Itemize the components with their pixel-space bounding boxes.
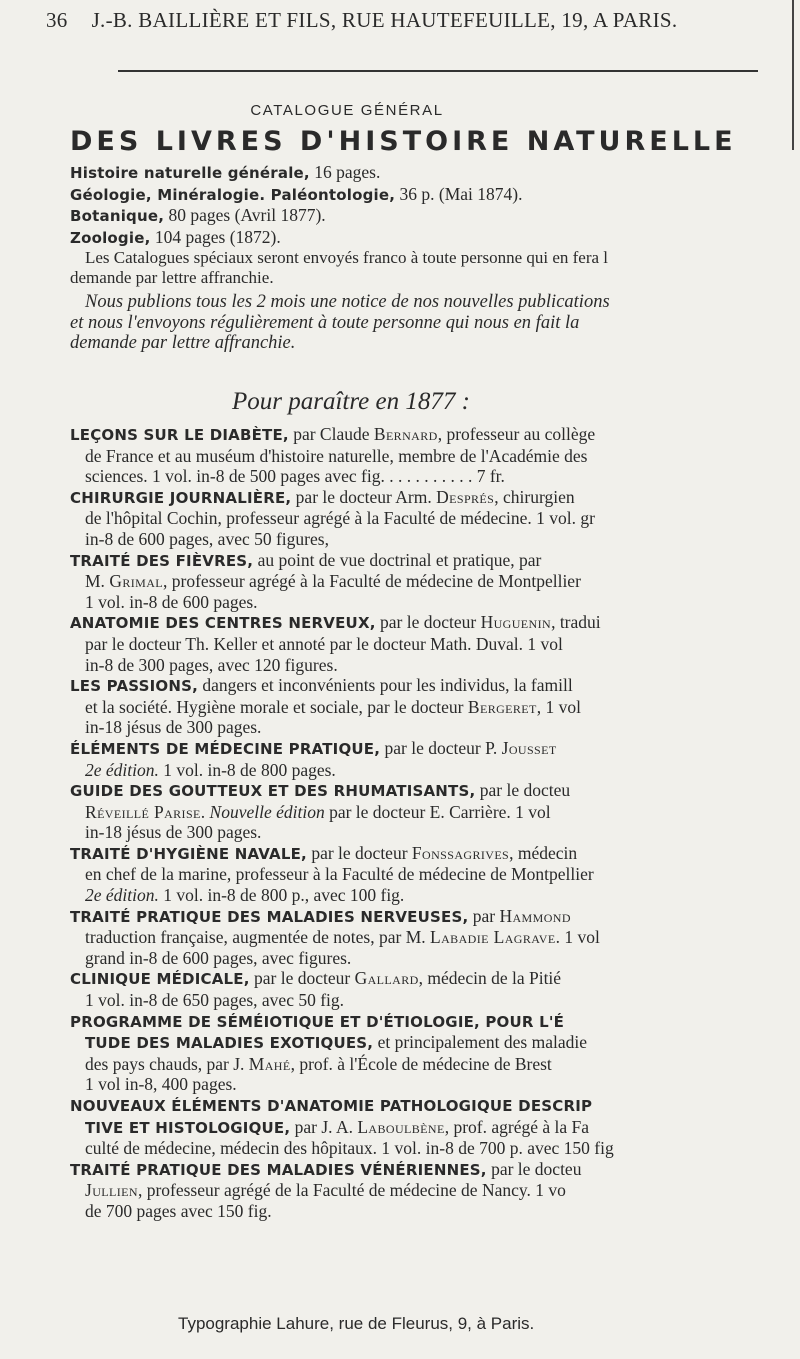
page-number: 36 (46, 8, 68, 32)
entry-line (70, 571, 790, 592)
entry-line (70, 780, 790, 802)
entry-line (70, 760, 790, 781)
entry-line (70, 424, 790, 446)
entry-text: in-18 jésus de 300 pages. (85, 717, 262, 738)
book-title: TIVE ET HISTOLOGIQUE, (85, 1118, 291, 1137)
entry-text: 1 vol. in-8 de 800 pages. (158, 759, 336, 780)
book-title: TRAITÉ D'HYGIÈNE NAVALE, (70, 844, 307, 863)
entry-text: de l'hôpital Cochin, professeur agrégé à la Faculté de médecine. 1 vol. gr (85, 508, 595, 529)
running-title: J.-B. BAILLIÈRE ET FILS, RUE HAUTEFEUILLE, 19, A PARIS. (91, 8, 678, 32)
catalog-item (70, 227, 790, 249)
book-entry (70, 906, 790, 969)
entry-line (70, 1074, 790, 1095)
book-entry (70, 487, 790, 550)
book-title: CHIRURGIE JOURNALIÈRE, (70, 488, 292, 507)
entry-text: par le docteur Arm. (291, 486, 437, 507)
entry-text: par le docteur Th. Keller et annoté par le docteur Math. Duval. 1 vol (85, 633, 563, 654)
entry-text: au point de vue doctrinal et pratique, par (253, 549, 542, 570)
entry-line (70, 592, 790, 613)
author-name: Fonssagrives (411, 842, 510, 863)
entry-text: par (468, 905, 500, 926)
author-name: Mahé (248, 1053, 291, 1074)
author-name: Hammond (499, 905, 571, 926)
author-name: Gallard (354, 968, 419, 989)
entry-text: par le docteur P. (380, 737, 502, 758)
entry-line (70, 927, 790, 948)
printer-imprint: Typographie Lahure, rue de Fleurus, 9, à Paris. (178, 1314, 535, 1333)
book-title: TRAITÉ DES FIÈVRES, (70, 551, 254, 570)
edition-note: Nouvelle édition (209, 801, 325, 822)
entry-line (70, 864, 790, 885)
entry-text: et la société. Hygiène morale et sociale, par le docteur (85, 696, 468, 717)
entry-text: M. (85, 571, 110, 592)
catalog-item-detail: 36 p. (Mai 1874). (395, 183, 523, 204)
entry-line (70, 1117, 790, 1139)
entry-text: , médecin (509, 842, 578, 863)
entry-line (70, 1138, 790, 1159)
entry-text: traduction française, augmentée de notes, par M. (85, 927, 431, 948)
entry-line (70, 1011, 790, 1033)
author-name: Huguenin (480, 612, 552, 633)
author-name: Réveillé Parise (85, 801, 201, 822)
entry-text: in-8 de 600 pages, avec 50 figures, (85, 528, 329, 549)
book-entry (70, 675, 790, 738)
catalog-item (70, 162, 790, 184)
catalog-item-title: Géologie, Minéralogie. Paléontologie, (70, 185, 396, 204)
entry-line (70, 990, 790, 1011)
running-header (46, 8, 776, 33)
notice-italic-line: Nous publions tous les 2 mois une notice de nos nouvelles publications (85, 292, 610, 312)
book-title: PROGRAMME DE SÉMÉIOTIQUE ET D'ÉTIOLOGIE, POUR L'É (70, 1012, 565, 1031)
book-entry (70, 968, 790, 1010)
entry-text: , professeur agrégé à la Faculté de médecine de Montpellier (163, 571, 581, 592)
catalog-item (70, 184, 790, 206)
entry-line (70, 550, 790, 572)
author-name: Labadie Lagrave (430, 927, 556, 948)
book-title: TRAITÉ PRATIQUE DES MALADIES NERVEUSES, (70, 907, 469, 926)
edition-note: 2e édition. (85, 759, 159, 780)
notice-italic-line: et nous l'envoyons régulièrement à toute personne qui nous en fait la (70, 312, 580, 333)
entry-line (70, 466, 790, 487)
book-entry (70, 424, 790, 487)
book-title: CLINIQUE MÉDICALE, (70, 970, 250, 989)
entry-text: par le docteur (249, 968, 355, 989)
notice-line: Les Catalogues spéciaux seront envoyés franco à toute personne qui en fera l (85, 248, 609, 267)
entry-text: , médecin de la Pitié (418, 968, 562, 989)
entry-text: de 700 pages avec 150 fig. (85, 1200, 272, 1221)
entry-text: . (200, 801, 210, 822)
entry-text: sciences. 1 vol. in-8 de 500 pages avec fig. . . . . . . . . . . 7 fr. (85, 466, 505, 487)
entry-line (70, 885, 790, 906)
entry-text: , prof. agrégé à la Fa (444, 1116, 590, 1137)
entry-text: culté de médecine, médecin des hôpitaux. 1 vol. in-8 de 700 p. avec 150 fig (85, 1138, 614, 1159)
catalog-label: CATALOGUE GÉNÉRAL (250, 102, 444, 119)
catalog-item-detail: 16 pages. (309, 162, 381, 182)
entry-line (70, 738, 790, 760)
catalog-item-title: Histoire naturelle générale, (70, 164, 310, 182)
book-entry (70, 1095, 790, 1159)
entry-line (70, 1180, 790, 1201)
entry-line (70, 843, 790, 865)
book-title: TUDE DES MALADIES EXOTIQUES, (85, 1034, 374, 1053)
entry-line (70, 1201, 790, 1222)
entry-text: . 1 vol (555, 927, 600, 948)
entry-text: grand in-8 de 600 pages, avec figures. (85, 947, 352, 968)
entry-text: et principalement des maladie (373, 1032, 587, 1053)
author-name: Laboulbène (357, 1116, 445, 1137)
entry-line (70, 508, 790, 529)
entry-text: 1 vol. in-8 de 650 pages, avec 50 fig. (85, 990, 345, 1011)
publication-notice (70, 292, 790, 354)
book-entry (70, 843, 790, 906)
entry-text: par le docteur E. Carrière. 1 vol (324, 801, 551, 822)
entry-text: , professeur au collège (437, 424, 596, 444)
entry-line (70, 968, 790, 990)
book-entry (70, 1159, 790, 1222)
catalogue-notice (70, 248, 790, 288)
book-entry (70, 1011, 790, 1095)
entry-line (70, 446, 790, 467)
entry-text: , chirurgien (494, 486, 575, 507)
author-name: Jullien (85, 1180, 138, 1201)
entry-text: dangers et inconvénients pour les individus, la famill (197, 675, 573, 696)
entry-text: par le docteu (475, 780, 571, 801)
entry-line (70, 948, 790, 969)
catalog-item-title: Zoologie, (70, 228, 151, 247)
entry-line (70, 1095, 790, 1117)
book-title: ANATOMIE DES CENTRES NERVEUX, (70, 614, 376, 633)
edition-note: 2e édition. (85, 885, 159, 906)
book-entry (70, 612, 790, 675)
entry-text: 1 vol. in-8 de 800 p., avec 100 fig. (158, 885, 405, 906)
entry-text: par le docteu (486, 1158, 582, 1179)
entry-text: de France et au muséum d'histoire naturelle, membre de l'Académie des (85, 445, 588, 466)
author-name: Bernard (373, 424, 438, 444)
book-entry (70, 738, 790, 780)
entry-text: des pays chauds, par J. (85, 1053, 249, 1074)
book-entry (70, 550, 790, 613)
entry-text: 1 vol in-8, 400 pages. (85, 1074, 237, 1095)
author-name: Grimal (109, 571, 164, 592)
book-entry (70, 780, 790, 843)
entry-text: en chef de la marine, professeur à la Faculté de médecine de Montpellier (85, 864, 594, 885)
catalog-item-detail: 80 pages (Avril 1877). (164, 205, 326, 226)
author-name: Bergeret (467, 696, 537, 717)
author-name: Jousset (501, 737, 557, 758)
entry-text: , professeur agrégé de la Faculté de médecine de Nancy. 1 vo (137, 1180, 566, 1201)
entry-text: , 1 vol (536, 696, 582, 717)
entry-text: in-8 de 300 pages, avec 120 figures. (85, 654, 338, 675)
entry-line (70, 1159, 790, 1181)
book-title: NOUVEAUX ÉLÉMENTS D'ANATOMIE PATHOLOGIQUE DESCRIP (70, 1097, 593, 1115)
catalog-item-title: Botanique, (70, 207, 165, 226)
entry-line (70, 717, 790, 738)
entry-line (70, 1032, 790, 1054)
entry-text: in-18 jésus de 300 pages. (85, 822, 262, 843)
catalog-item (70, 205, 790, 227)
entry-text: par J. A. (290, 1116, 358, 1137)
catalog-list (70, 162, 790, 248)
entry-line (70, 697, 790, 718)
book-title: LES PASSIONS, (70, 677, 198, 696)
notice-line: demande par lettre affranchie. (70, 268, 274, 287)
main-title: DES LIVRES D'HISTOIRE NATURELLE (70, 126, 737, 157)
book-title: LEÇONS SUR LE DIABÈTE, (70, 426, 289, 444)
entry-line (70, 822, 790, 843)
book-title: ÉLÉMENTS DE MÉDECINE PRATIQUE, (70, 739, 381, 758)
forthcoming-list (70, 424, 790, 1222)
entry-line (70, 675, 790, 697)
entry-line (70, 529, 790, 550)
entry-text: , prof. à l'École de médecine de Brest (290, 1053, 552, 1074)
book-title: GUIDE DES GOUTTEUX ET DES RHUMATISANTS, (70, 782, 476, 801)
header-rule (118, 70, 758, 72)
book-title: TRAITÉ PRATIQUE DES MALADIES VÉNÉRIENNES, (70, 1160, 487, 1179)
entry-line (70, 906, 790, 928)
entry-line (70, 634, 790, 655)
entry-line (70, 1054, 790, 1075)
entry-text: 1 vol. in-8 de 600 pages. (85, 591, 258, 612)
entry-text: par le docteur (306, 842, 412, 863)
entry-text: par Claude (288, 424, 374, 444)
entry-line (70, 487, 790, 509)
catalog-item-detail: 104 pages (1872). (150, 226, 281, 247)
entry-line (70, 612, 790, 634)
notice-italic-line: demande par lettre affranchie. (70, 333, 296, 353)
entry-text: par le docteur (375, 612, 481, 633)
entry-line (70, 655, 790, 676)
entry-text: , tradui (551, 612, 601, 633)
author-name: Després (436, 486, 495, 507)
forthcoming-heading: Pour paraître en 1877 : (232, 388, 470, 415)
entry-line (70, 802, 790, 823)
